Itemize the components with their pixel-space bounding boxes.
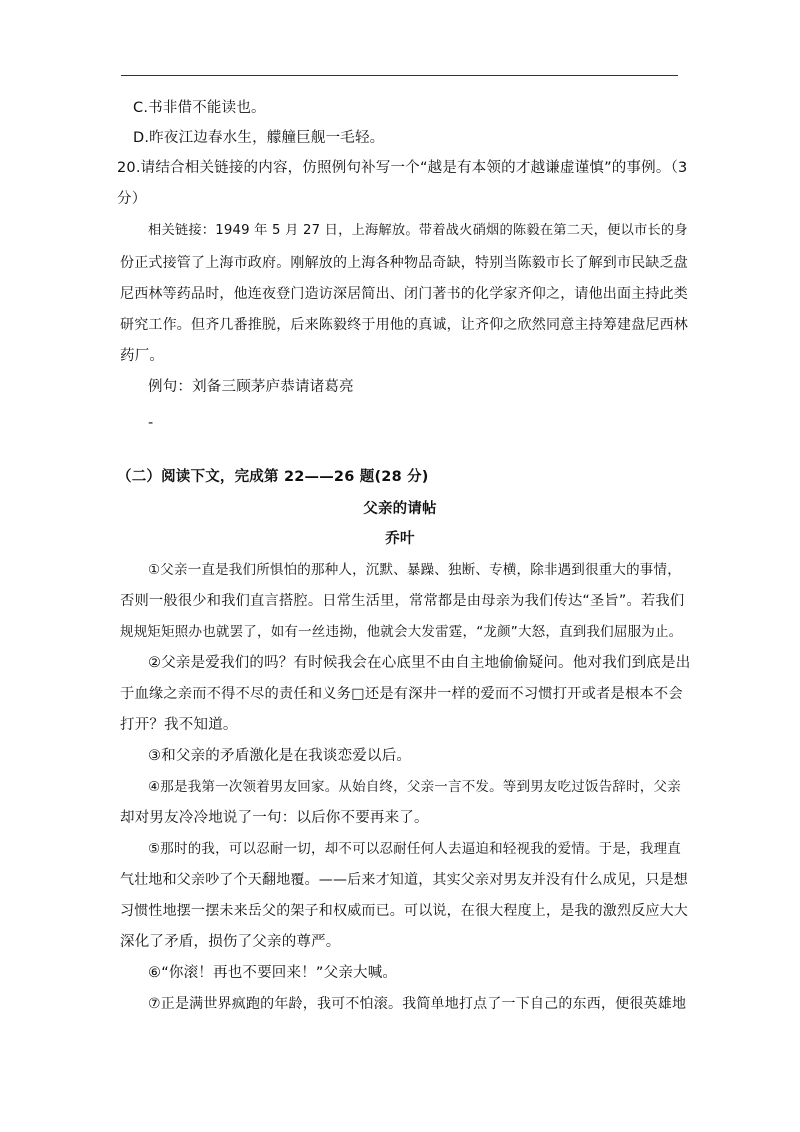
- related-link-line: 尼西林等药品时，他连夜登门造访深居简出、闭门著书的化学家齐仰之，请他出面主持此类: [120, 286, 688, 302]
- example-sentence: 例句：刘备三顾茅庐恭请诸葛亮: [148, 379, 354, 395]
- question-20-stem-cont: 分）: [117, 191, 147, 207]
- question-20-stem: 20.请结合相关链接的内容，仿照例句补写一个“越是有本领的才越谦虚谨慎”的事例。（3: [117, 160, 688, 176]
- paragraph-line: ⑤那时的我，可以忍耐一切，却不可以忍耐任何人去逼迫和轻视我的爱情。于是，我理直: [148, 841, 681, 857]
- related-link-line: 份正式接管了上海市政府。刚解放的上海各种物品奇缺，特别当陈毅市长了解到市民缺乏盘: [120, 255, 688, 271]
- paragraph-line: ④那是我第一次领着男友回家。从始自终，父亲一言不发。等到男友吃过饭告辞时，父亲: [148, 779, 681, 795]
- section-heading: （二）阅读下文，完成第 22——26 题(28 分): [117, 469, 429, 485]
- paragraph-line: 习惯性地摆一摆未来岳父的架子和权威而已。可以说，在很大程度上，是我的激烈反应大大: [120, 903, 688, 919]
- header-rule: [121, 75, 678, 76]
- option-d: D.昨夜江边春水生，艨艟巨舰一毛轻。: [133, 130, 385, 146]
- article-title: 父亲的请帖: [363, 501, 437, 517]
- paragraph-line: 却对男友冷冷地说了一句：以后你不要再来了。: [120, 810, 429, 826]
- paragraph-line: 于血缘之亲而不得不尽的责任和义务□还是有深井一样的爱而不习惯打开或者是根本不会: [120, 686, 683, 702]
- related-link-line: 相关链接：1949 年 5 月 27 日，上海解放。带着战火硝烟的陈毅在第二天，便以市长的身: [148, 223, 688, 238]
- paragraph-line: ②父亲是爱我们的吗？有时候我会在心底里不由自主地偷偷疑问。他对我们到底是出: [148, 655, 691, 671]
- related-link-line: 研究工作。但齐几番推脱，后来陈毅终于用他的真诚，让齐仰之欣然同意主持筹建盘尼西林: [120, 317, 688, 333]
- paragraph-line: 打开？我不知道。: [120, 717, 238, 733]
- related-link-line: 药厂。: [120, 348, 165, 364]
- paragraph-line: 气壮地和父亲吵了个天翻地覆。——后来才知道，其实父亲对男友并没有什么成见，只是想: [120, 872, 688, 888]
- paragraph-line: ⑥“你滚！再也不要回来！”父亲大喊。: [148, 965, 398, 981]
- paragraph-line: ①父亲一直是我们所惧怕的那种人，沉默、暴躁、独断、专横，除非遇到很重大的事情，: [148, 562, 681, 578]
- option-c: C.书非借不能读也。: [133, 100, 266, 116]
- answer-mark: -: [148, 415, 154, 431]
- paragraph-line: 否则一般很少和我们直言搭腔。日常生活里，常常都是由母亲为我们传达“圣旨”。若我们: [120, 593, 685, 609]
- article-author: 乔叶: [385, 531, 415, 547]
- paragraph-line: 规规矩矩照办也就罢了，如有一丝违拗，他就会大发雷霆，“龙颜”大怒，直到我们屈服为止。: [120, 624, 683, 640]
- paragraph-line: ⑦正是满世界疯跑的年龄，我可不怕滚。我简单地打点了一下自己的东西，便很英雄地: [148, 996, 687, 1012]
- paragraph-line: 深化了矛盾，损伤了父亲的尊严。: [120, 934, 341, 950]
- paragraph-line: ③和父亲的矛盾激化是在我谈恋爱以后。: [148, 748, 412, 764]
